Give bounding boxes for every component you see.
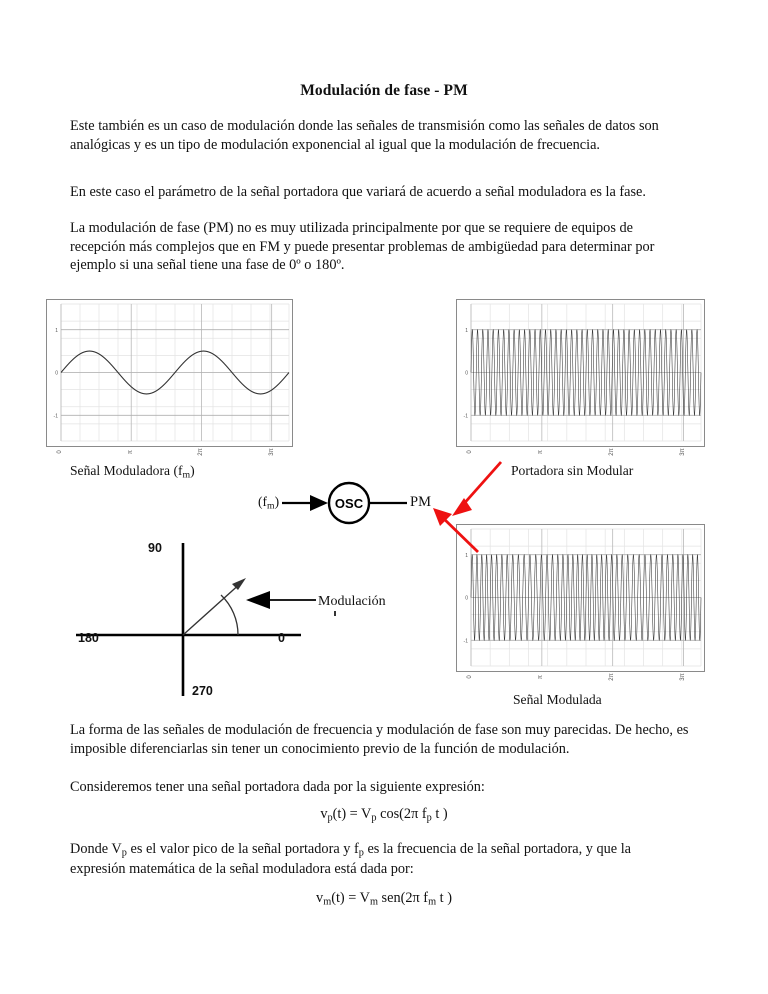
caption-carrier-signal: Portadora sin Modular — [511, 463, 634, 478]
svg-text:1: 1 — [465, 327, 468, 334]
svg-text:0: 0 — [465, 595, 468, 602]
page-title: Modulación de fase - PM — [300, 82, 468, 99]
modulation-annotation-label: Modulación — [318, 594, 386, 609]
signal-arrow-icon — [310, 495, 328, 511]
paragraph-where: Donde $V_p$ es el valor pico de la señal portadora y $f_p$ es la frecuencia de la señal portadora, y que la expresión matemática de la señal moduladora está dada por: — [70, 841, 632, 877]
x-axis-tick-label: 0 — [467, 675, 473, 679]
formula-modulating: $v_m(t) = V_m$ sen(2π $f_m$ t ) — [316, 890, 452, 908]
phase-label-90: 90 — [148, 541, 162, 555]
modulation-tick-mark — [334, 611, 336, 616]
x-axis-tick-label: 2π — [609, 673, 616, 681]
chart-modulating-svg — [47, 300, 291, 445]
paragraph-consider: Consideremos tener una señal portadora dada por la siguiente expresión: — [70, 779, 485, 795]
x-axis-tick-label: 3π — [680, 673, 687, 681]
block-input-label: $(f_m)$ — [258, 494, 280, 512]
phase-label-180: 180 — [78, 631, 99, 645]
phase-vector-diagram — [66, 538, 326, 700]
svg-text:-1: -1 — [463, 638, 468, 645]
svg-text:-1: -1 — [53, 413, 58, 420]
svg-text:-1: -1 — [463, 413, 468, 420]
x-axis-tick-label: 0 — [57, 450, 63, 454]
red-arrow-upper-icon — [452, 462, 501, 516]
svg-text:1: 1 — [465, 552, 468, 559]
phasor-arrow-icon — [183, 578, 246, 635]
caption-modulated-signal: Señal Modulada — [513, 692, 602, 707]
phase-label-0: 0 — [278, 631, 285, 645]
x-axis-tick-label: π — [538, 449, 545, 455]
chart-modulating-signal — [46, 299, 293, 447]
chart-modulated-svg — [457, 525, 703, 670]
paragraph-parameter: En este caso el parámetro de la señal portadora que variará de acuerdo a señal moduladora es la fase. — [70, 184, 646, 200]
svg-text:1: 1 — [55, 327, 58, 334]
x-axis-tick-label: π — [127, 449, 134, 455]
svg-text:0: 0 — [55, 370, 58, 377]
phase-angle-arc — [221, 595, 238, 635]
oscillator-label: OSC — [334, 496, 364, 511]
caption-modulating-signal: Señal Moduladora $(f_m)$ — [70, 463, 195, 481]
formula-carrier: $v_p(t) = V_p$ cos(2π $f_p$ t ) — [320, 806, 448, 824]
x-axis-tick-label: 2π — [609, 448, 616, 456]
chart-carrier-svg — [457, 300, 703, 445]
paragraph-intro: Este también es un caso de modulación donde las señales de transmisión como las señales de datos son analógicas y es un tipo de modulación exponencial al igual que la modulación de frecuencia. — [70, 118, 659, 153]
x-axis-tick-label: π — [538, 674, 545, 680]
svg-text:0: 0 — [465, 370, 468, 377]
block-output-label: PM — [410, 494, 431, 510]
x-axis-tick-label: 3π — [680, 448, 687, 456]
x-axis-tick-label: 0 — [467, 450, 473, 454]
paragraph-similarity: La forma de las señales de modulación de frecuencia y modulación de fase son muy parecidas. De hecho, es imposible diferenciarlas sin tener un conocimiento previo de la función de modulación. — [70, 722, 689, 757]
x-axis-tick-label: 2π — [198, 448, 205, 456]
phase-label-270: 270 — [192, 684, 213, 698]
chart-modulated-signal — [456, 524, 705, 672]
x-axis-tick-label: 3π — [268, 448, 275, 456]
modulation-pointer-arrow-icon — [244, 590, 316, 610]
chart-carrier-signal — [456, 299, 705, 447]
paragraph-pm-usage: La modulación de fase (PM) no es muy utilizada principalmente por que se requiere de equipos de recepción más complejos que en FM y puede presentar problemas de ambigüedad para determinar por ejemplo si una señal tiene una fase de 0º o 180º. — [70, 220, 655, 274]
